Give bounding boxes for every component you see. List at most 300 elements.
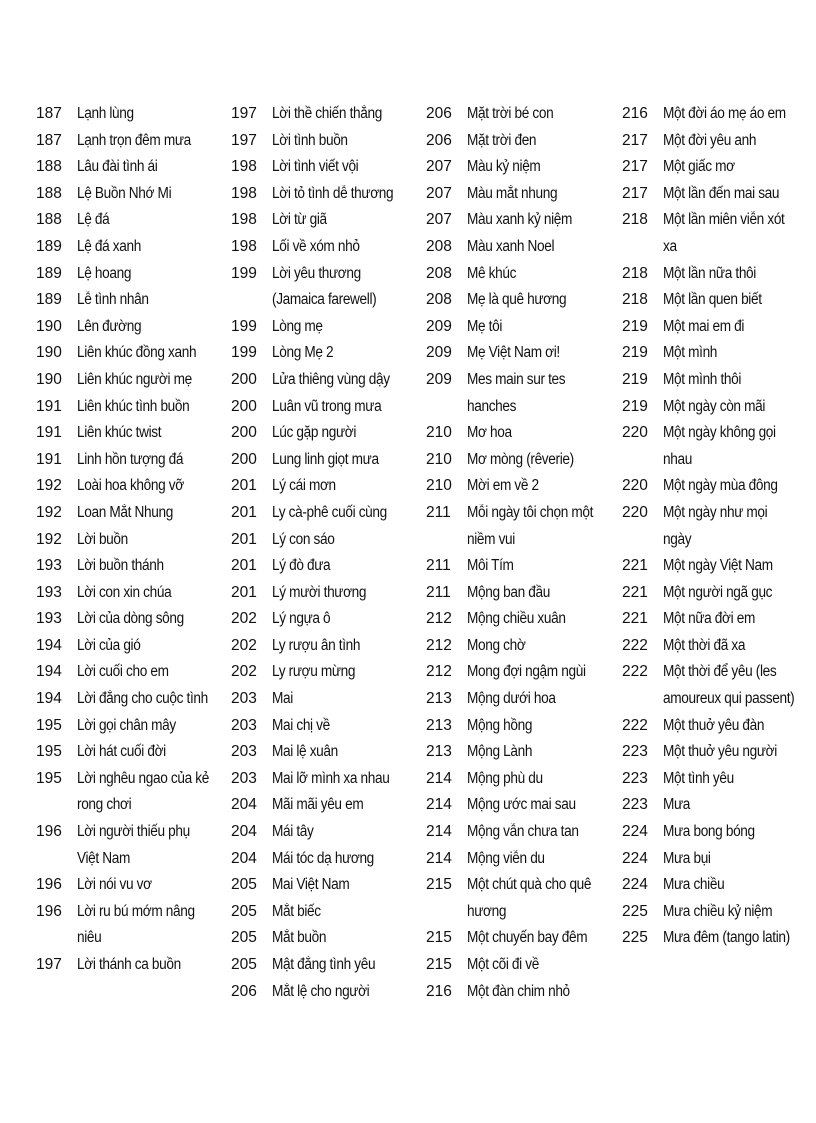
- page-number: 214: [426, 796, 452, 814]
- page-number: 210: [426, 450, 452, 468]
- page-number: 206: [426, 131, 452, 149]
- song-title: Mai lỡ mình xa nhau: [272, 769, 390, 787]
- song-title: Lời thánh ca buồn: [77, 956, 181, 973]
- index-entry: [622, 261, 816, 288]
- song-title: Một ngày Việt Nam: [663, 557, 773, 575]
- index-entry: [622, 925, 816, 952]
- song-title: Lời buồn: [77, 530, 128, 548]
- index-entry: [231, 261, 426, 314]
- song-title: Lối về xóm nhỏ: [272, 237, 360, 255]
- index-entry: [426, 553, 621, 580]
- song-title: Mơ mòng (rêverie): [467, 450, 574, 468]
- page-number: 224: [622, 823, 648, 841]
- index-entry: [426, 979, 621, 1006]
- page-number: 215: [426, 929, 452, 947]
- song-title: Mộng ước mai sau: [467, 796, 576, 814]
- page-number: 215: [426, 956, 452, 973]
- song-title: Mộng hồng: [467, 716, 533, 734]
- page-number: 205: [231, 876, 257, 894]
- index-entry: [36, 101, 231, 128]
- page-number: 203: [231, 769, 257, 787]
- page-number: 207: [426, 184, 452, 202]
- index-entry: [36, 739, 231, 766]
- index-entry: [622, 766, 816, 793]
- index-entry: [622, 819, 816, 846]
- song-title: Một lần nữa thôi: [663, 264, 756, 282]
- song-title: Mộng phù du: [467, 769, 543, 787]
- index-entry: [231, 606, 426, 633]
- page-number: 216: [622, 105, 648, 122]
- index-entry: [622, 207, 816, 260]
- song-title: Lý ngựa ô: [272, 610, 331, 628]
- index-entry: [426, 261, 621, 288]
- index-entry: [231, 527, 426, 554]
- page-number: 192: [36, 503, 62, 521]
- index-entry: [231, 553, 426, 580]
- index-entry: [426, 367, 621, 420]
- song-title: Một thời đã xa: [663, 636, 746, 654]
- page-number: 218: [622, 291, 648, 309]
- page-number: 199: [231, 264, 257, 282]
- song-title: Mê khúc: [467, 264, 517, 282]
- index-entry: [36, 314, 231, 341]
- song-title: Lên đường: [77, 317, 142, 335]
- song-title: Lễ tình nhân: [77, 291, 149, 309]
- song-title: Lời buồn thánh: [77, 557, 164, 575]
- page-number: 201: [231, 583, 257, 601]
- song-title: Một thời để yêu (les amoureux qui passent): [663, 663, 795, 708]
- song-title: Một mình thôi: [663, 370, 742, 388]
- index-entry: [36, 952, 231, 979]
- index-entry: [426, 287, 621, 314]
- index-entry: [36, 261, 231, 288]
- index-entry: [36, 899, 231, 952]
- page-number: 200: [231, 424, 257, 442]
- index-entry: [231, 659, 426, 686]
- page-number: 218: [622, 211, 648, 229]
- page-number: 196: [36, 823, 62, 841]
- page-number: 204: [231, 849, 257, 867]
- song-title: Mật đắng tình yêu: [272, 956, 376, 973]
- page-number: 221: [622, 610, 648, 628]
- index-entry: [231, 739, 426, 766]
- page-number: 190: [36, 317, 62, 335]
- index-entry: [622, 899, 816, 926]
- index-entry: [231, 340, 426, 367]
- page-number: 205: [231, 929, 257, 947]
- index-entry: [231, 500, 426, 527]
- index-entry: [36, 500, 231, 527]
- page-number: 219: [622, 344, 648, 362]
- index-entry: [36, 686, 231, 713]
- page-number: 214: [426, 769, 452, 787]
- song-title: Một nữa đời em: [663, 610, 756, 628]
- page-number: 201: [231, 503, 257, 521]
- index-entry: [36, 580, 231, 607]
- page-number: 221: [622, 583, 648, 601]
- song-title: Một lần miên viễn xót xa: [663, 211, 785, 255]
- index-entry: [622, 101, 816, 128]
- song-title: Mắt buồn: [272, 929, 327, 947]
- page-number: 210: [426, 477, 452, 495]
- song-title: Mai chị về: [272, 716, 330, 734]
- index-entry: [36, 447, 231, 474]
- index-entry: [231, 686, 426, 713]
- index-column-4: [622, 101, 816, 952]
- song-title: Lời cuối cho em: [77, 663, 169, 681]
- song-title: Một chuyến bay đêm: [467, 929, 588, 947]
- song-title: Mỗi ngày tôi chọn một niềm vui: [467, 503, 594, 548]
- index-entry: [622, 154, 816, 181]
- index-entry: [36, 633, 231, 660]
- page-number: 194: [36, 690, 62, 708]
- index-column-2: [231, 101, 426, 1005]
- page-number: 202: [231, 663, 257, 681]
- page-number: 212: [426, 610, 452, 628]
- song-title: Loài hoa không vỡ: [77, 477, 184, 495]
- page-number: 198: [231, 237, 257, 255]
- index-entry: [231, 979, 426, 1006]
- song-title: Một tình yêu: [663, 769, 734, 787]
- index-entry: [426, 925, 621, 952]
- page-number: 221: [622, 557, 648, 575]
- index-entry: [231, 819, 426, 846]
- page-number: 188: [36, 211, 62, 229]
- page-number: 220: [622, 503, 648, 521]
- index-entry: [426, 101, 621, 128]
- song-title: Lửa thiêng vùng dậy: [272, 370, 390, 388]
- song-title: Một đàn chim nhỏ: [467, 982, 570, 1000]
- song-title: Một thuở yêu đàn: [663, 716, 765, 734]
- index-entry: [426, 420, 621, 447]
- page-number: 197: [231, 105, 257, 122]
- page-number: 217: [622, 158, 648, 176]
- page-number: 205: [231, 902, 257, 920]
- index-entry: [231, 899, 426, 926]
- page-number: 200: [231, 450, 257, 468]
- page-number: 213: [426, 690, 452, 708]
- song-title: Một đời yêu anh: [663, 131, 757, 149]
- page-number: 192: [36, 530, 62, 548]
- index-entry: [622, 367, 816, 394]
- index-entry: [36, 207, 231, 234]
- song-title: Mẹ Việt Nam ơi!: [467, 344, 560, 362]
- page-number: 209: [426, 317, 452, 335]
- song-title: Màu mắt nhung: [467, 184, 558, 202]
- index-entry: [426, 314, 621, 341]
- song-title: Lời thề chiến thắng: [272, 105, 382, 122]
- page-number: 212: [426, 663, 452, 681]
- page-number: 201: [231, 477, 257, 495]
- index-entry: [231, 580, 426, 607]
- song-title: Ly rượu mừng: [272, 663, 356, 681]
- page-number: 194: [36, 636, 62, 654]
- index-entry: [231, 367, 426, 394]
- index-entry: [36, 766, 231, 819]
- index-entry: [426, 580, 621, 607]
- page-number: 198: [231, 184, 257, 202]
- page-number: 207: [426, 158, 452, 176]
- song-title: Mong đợi ngậm ngùi: [467, 663, 586, 681]
- song-title: Liên khúc đồng xanh: [77, 344, 197, 362]
- index-entry: [622, 553, 816, 580]
- page-number: 211: [426, 557, 451, 575]
- page-number: 218: [622, 264, 648, 282]
- index-entry: [622, 128, 816, 155]
- song-title: Mưa bong bóng: [663, 823, 755, 841]
- index-entry: [426, 207, 621, 234]
- page-number: 220: [622, 477, 648, 495]
- song-title: Mời em về 2: [467, 477, 539, 495]
- index-entry: [426, 447, 621, 474]
- page-number: 224: [622, 849, 648, 867]
- song-title: Lời tỏ tình dễ thương: [272, 184, 394, 202]
- song-title: Mộng Lành: [467, 743, 533, 761]
- index-entry: [36, 659, 231, 686]
- index-entry: [36, 154, 231, 181]
- song-title: Một cõi đi về: [467, 956, 539, 973]
- index-entry: [231, 394, 426, 421]
- page-number: 189: [36, 264, 62, 282]
- song-title: Mong chờ: [467, 636, 526, 654]
- song-title: Lời đắng cho cuộc tình: [77, 690, 208, 708]
- page-number: 200: [231, 397, 257, 415]
- song-title: Lệ đá xanh: [77, 237, 141, 255]
- song-title: Lệ đá: [77, 211, 110, 229]
- index-entry: [622, 340, 816, 367]
- index-entry: [231, 792, 426, 819]
- page-number: 193: [36, 583, 62, 601]
- song-title: Lời tình buồn: [272, 131, 348, 149]
- page-number: 197: [231, 131, 257, 149]
- page-number: 201: [231, 557, 257, 575]
- index-entry: [231, 154, 426, 181]
- page-number: 198: [231, 158, 257, 176]
- index-entry: [231, 952, 426, 979]
- index-entry: [231, 473, 426, 500]
- song-title: Lòng Mẹ 2: [272, 344, 334, 362]
- index-entry: [426, 234, 621, 261]
- song-title: Lâu đài tình ái: [77, 158, 158, 176]
- index-entry: [622, 713, 816, 740]
- song-title: Mai Việt Nam: [272, 876, 350, 894]
- index-entry: [622, 580, 816, 607]
- index-entry: [36, 340, 231, 367]
- song-title: Mưa chiều kỷ niệm: [663, 902, 773, 920]
- page-number: 206: [426, 105, 452, 122]
- page-number: 193: [36, 610, 62, 628]
- index-entry: [36, 527, 231, 554]
- song-title: Lý con sáo: [272, 530, 335, 548]
- song-title: Mes main sur tes hanches: [467, 370, 566, 415]
- index-entry: [426, 872, 621, 925]
- page-number: 189: [36, 237, 62, 255]
- index-entry: [231, 633, 426, 660]
- index-entry: [231, 128, 426, 155]
- page-number: 203: [231, 690, 257, 708]
- page-number: 215: [426, 876, 452, 894]
- index-entry: [36, 713, 231, 740]
- song-title: Một ngày không gọi nhau: [663, 424, 776, 468]
- song-title: Lời gọi chân mây: [77, 716, 176, 734]
- song-title: Lời nghêu ngao của kẻ rong chơi: [77, 769, 209, 814]
- song-title: Mặt trời đen: [467, 131, 537, 149]
- page-number: 222: [622, 636, 648, 654]
- index-entry: [622, 473, 816, 500]
- page-number: 187: [36, 131, 62, 149]
- index-entry: [426, 952, 621, 979]
- index-entry: [231, 234, 426, 261]
- song-title: Lạnh lùng: [77, 105, 134, 122]
- song-title: Luân vũ trong mưa: [272, 397, 382, 415]
- page-number: 214: [426, 849, 452, 867]
- index-column-1: [36, 101, 231, 979]
- index-entry: [36, 420, 231, 447]
- page-number: 209: [426, 370, 452, 388]
- song-title: Lời người thiếu phụ Việt Nam: [77, 823, 190, 867]
- song-title: Một ngày như mọi ngày: [663, 503, 768, 548]
- page-number: 214: [426, 823, 452, 841]
- index-entry: [622, 181, 816, 208]
- index-entry: [231, 925, 426, 952]
- song-title: Mẹ tôi: [467, 317, 503, 335]
- song-title: Lời của gió: [77, 636, 141, 654]
- song-title: Màu xanh kỷ niệm: [467, 211, 573, 229]
- song-title: Một lần đến mai sau: [663, 184, 780, 202]
- page-number: 201: [231, 530, 257, 548]
- page-number: 204: [231, 823, 257, 841]
- index-entry: [426, 340, 621, 367]
- page-number: 219: [622, 397, 648, 415]
- song-title: Ly cà-phê cuối cùng: [272, 503, 387, 521]
- song-title: Loan Mắt Nhung: [77, 503, 173, 521]
- song-title: Một ngày mùa đông: [663, 477, 778, 495]
- index-entry: [36, 234, 231, 261]
- page-number: 196: [36, 902, 62, 920]
- page-number: 219: [622, 317, 648, 335]
- song-title: Một mình: [663, 344, 718, 362]
- song-title: Mộng vẫn chưa tan: [467, 823, 579, 841]
- page-number: 211: [426, 503, 451, 521]
- index-entry: [231, 314, 426, 341]
- index-entry: [426, 739, 621, 766]
- song-title: Một ngày còn mãi: [663, 397, 766, 415]
- page-number: 204: [231, 796, 257, 814]
- song-title: Mai lệ xuân: [272, 743, 338, 761]
- song-title: Mắt biếc: [272, 902, 321, 920]
- song-title: Mặt trời bé con: [467, 105, 554, 122]
- page-number: 192: [36, 477, 62, 495]
- page-number: 193: [36, 557, 62, 575]
- page-number: 213: [426, 743, 452, 761]
- index-entry: [622, 633, 816, 660]
- song-title: Lời hát cuối đời: [77, 743, 166, 761]
- song-title: Mai: [272, 690, 293, 708]
- index-entry: [36, 606, 231, 633]
- index-entry: [231, 872, 426, 899]
- page-number: 219: [622, 370, 648, 388]
- page-number: 203: [231, 743, 257, 761]
- index-entry: [622, 872, 816, 899]
- index-entry: [426, 659, 621, 686]
- page-number: 191: [36, 450, 62, 468]
- index-entry: [622, 659, 816, 712]
- song-title: Lệ hoang: [77, 264, 132, 282]
- index-entry: [36, 287, 231, 314]
- page-number: 195: [36, 716, 62, 734]
- song-title: Lời ru bú mớm nâng niêu: [77, 902, 195, 947]
- page-number: 223: [622, 769, 648, 787]
- page-number: 203: [231, 716, 257, 734]
- song-title: Mộng ban đầu: [467, 583, 550, 601]
- page-number: 202: [231, 636, 257, 654]
- song-title: Mái tóc dạ hương: [272, 849, 374, 867]
- index-entry: [36, 128, 231, 155]
- song-title: Ly rượu ân tình: [272, 636, 361, 654]
- index-entry: [36, 473, 231, 500]
- index-entry: [36, 181, 231, 208]
- song-title: Mưa bụi: [663, 849, 711, 867]
- index-entry: [426, 128, 621, 155]
- index-entry: [36, 872, 231, 899]
- index-column-3: [426, 101, 621, 1005]
- song-title: Lời tình viết vội: [272, 158, 359, 176]
- page-number: 200: [231, 370, 257, 388]
- page-number: 209: [426, 344, 452, 362]
- index-entry: [231, 766, 426, 793]
- song-title: Lý cái mơn: [272, 477, 336, 495]
- index-entry: [231, 101, 426, 128]
- page-number: 216: [426, 982, 452, 1000]
- song-title: Mái tây: [272, 823, 314, 841]
- index-entry: [622, 606, 816, 633]
- song-title: Mẹ là quê hương: [467, 291, 567, 309]
- page-number: 208: [426, 264, 452, 282]
- song-title: Lúc gặp người: [272, 424, 357, 442]
- index-entry: [622, 846, 816, 873]
- page-number: 191: [36, 397, 62, 415]
- index-entry: [426, 154, 621, 181]
- index-entry: [231, 447, 426, 474]
- page-number: 205: [231, 956, 257, 973]
- index-entry: [622, 500, 816, 553]
- song-title: Một chút quà cho quê hương: [467, 876, 592, 920]
- song-title: Mộng chiều xuân: [467, 610, 566, 628]
- page-number: 199: [231, 317, 257, 335]
- song-title: Lệ Buồn Nhớ Mi: [77, 184, 172, 202]
- page-number: 225: [622, 902, 648, 920]
- index-entry: [231, 207, 426, 234]
- index-entry: [231, 846, 426, 873]
- page-number: 197: [36, 956, 62, 973]
- page-number: 190: [36, 370, 62, 388]
- song-title: Môi Tím: [467, 557, 514, 575]
- song-title: Mưa: [663, 796, 691, 814]
- index-entry: [36, 367, 231, 394]
- page-number: 208: [426, 237, 452, 255]
- page-number: 202: [231, 610, 257, 628]
- index-entry: [622, 287, 816, 314]
- song-title: Liên khúc twist: [77, 424, 162, 442]
- index-entry: [36, 394, 231, 421]
- index-entry: [426, 181, 621, 208]
- page-number: 213: [426, 716, 452, 734]
- page-number: 199: [231, 344, 257, 362]
- song-title: Một người ngã gục: [663, 583, 773, 601]
- song-title: Mộng dưới hoa: [467, 690, 556, 708]
- song-title: Mưa đêm (tango latin): [663, 929, 790, 947]
- page-number: 222: [622, 663, 648, 681]
